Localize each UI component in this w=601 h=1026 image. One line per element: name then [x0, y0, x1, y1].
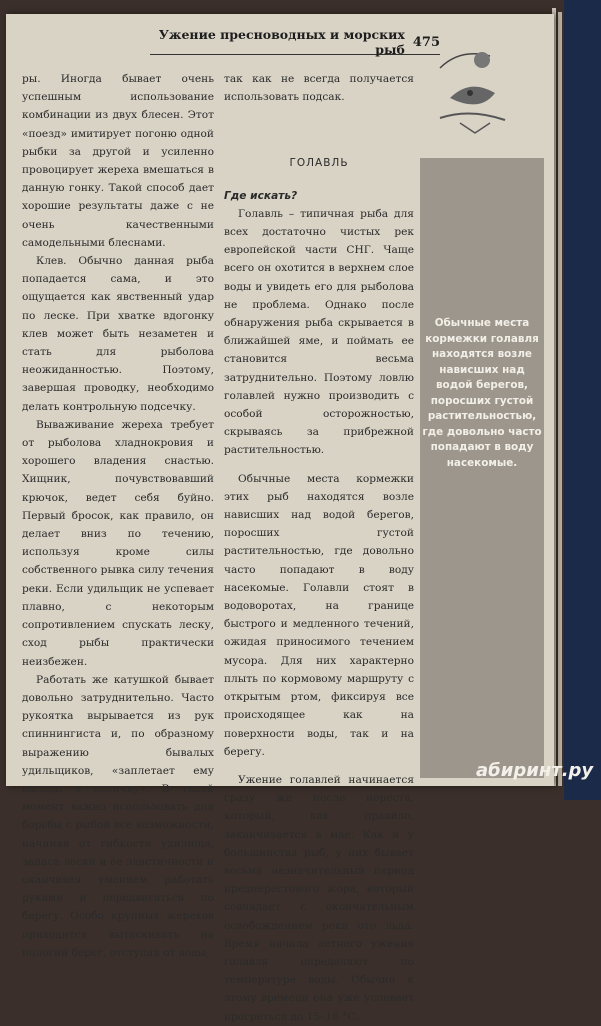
- left-column: [22, 70, 214, 962]
- page-edge: [558, 12, 562, 786]
- book-cover-edge: [564, 0, 601, 800]
- watermark: абиринт.ру: [476, 760, 594, 781]
- page-number: 475: [412, 34, 440, 50]
- section-heading: ГОЛАВЛЬ: [289, 157, 349, 170]
- paragraph: Работать же катушкой бывает довольно затруднительно. Часто рукоятка вырывается из рук спиннингиста и, по образному выражению бывалых удильщиков, «заплетает ему пальцы в косичку». В такой момент важно использовать для борьбы с рыбой все возможности, начиная от гибкости удилища, запаса лески и ее эластичности и оканчивая умением работать руками и передвигаться по берегу. Особо крупных жерехов приходится вытаскивать на пологий берег, отступая от воды,: [22, 673, 214, 959]
- paragraph: Голавль – типичная рыба для всех достаточно чистых рек европейской части СНГ. Чаще всего он охотится в верхнем слое воды и увидеть его для рыболова не проблема. Однако после обнаружения рыба скрывается в ближайшей яме, и поймать ее становится весьма затруднительно. Поэтому ловлю голавлей нужно производить с особой осторожностью, скрываясь за прибрежной растительностью.: [224, 207, 414, 457]
- middle-column: [224, 70, 414, 1026]
- callout-text: Обычные места кормежки голавля находятся возле нависших над водой берегов, поросших густой растительностью, где довольно часто попадают в воду насекомые.: [422, 317, 542, 469]
- paragraph: Ужение голавлей начинается сразу же после нереста, который, как правило, заканчивается в мае. Как и у большинства рыб, у них бывает весьма незначительный период преднерестового жора, который совпадает с окончательным освобождением реки ото льда. Время начала летнего ужения голавля определяют по температуре воды. Обычно к этому времени она уже успевает прогреться до 15–16 °С.: [224, 773, 414, 1023]
- paragraph: Вываживание жереха требует от рыболова хладнокровия и хорошего владения снастью. Хищник, почувствовавший крючок, ведет себя буйно. Первый бросок, как правило, он делает вниз по течению, используя кроме силы собственного рывка силу течения реки. Если удильщик не успевает плавно, с некоторым сопротивлением спускать леску, сход рыбы практически неизбежен.: [22, 418, 214, 668]
- paragraph: Клев. Обычно данная рыба попадается сама, и это ощущается как явственный удар по леске. При хватке вдогонку клев может быть незаметен и стать для рыболова неожиданностью. Поэтому, завершая проводку, необходимо делать контрольную подсечку.: [22, 255, 214, 413]
- header-title: Ужение пресноводных и морских рыб: [158, 27, 405, 57]
- paragraph: так как не всегда получается использовать подсак.: [224, 73, 414, 104]
- paragraph: Обычные места кормежки этих рыб находятся возле нависших над водой берегов, поросших густой растительностью, где довольно часто попадают в воду насекомые. Голавли стоят в водоворотах, на границе быстрого и медленного течений, ожидая приносимого течением мусора. Для них характерно плыть по кормовому маршруту с открытым ртом, фиксируя все происходящее как на поверхности воды, так и на берегу.: [224, 472, 414, 758]
- paragraph: ры. Иногда бывает очень успешным использование комбинации из двух блесен. Этот «поезд» имитирует погоню одной рыбки за другой и усиленно провоцирует жереха вмешаться в данную гонку. Такой способ дает хорошие результаты даже с не очень качественными самодельными блеснами.: [22, 73, 214, 249]
- subheading: Где искать?: [224, 189, 298, 202]
- fisherman-illustration: [420, 38, 520, 138]
- running-header: [150, 27, 440, 57]
